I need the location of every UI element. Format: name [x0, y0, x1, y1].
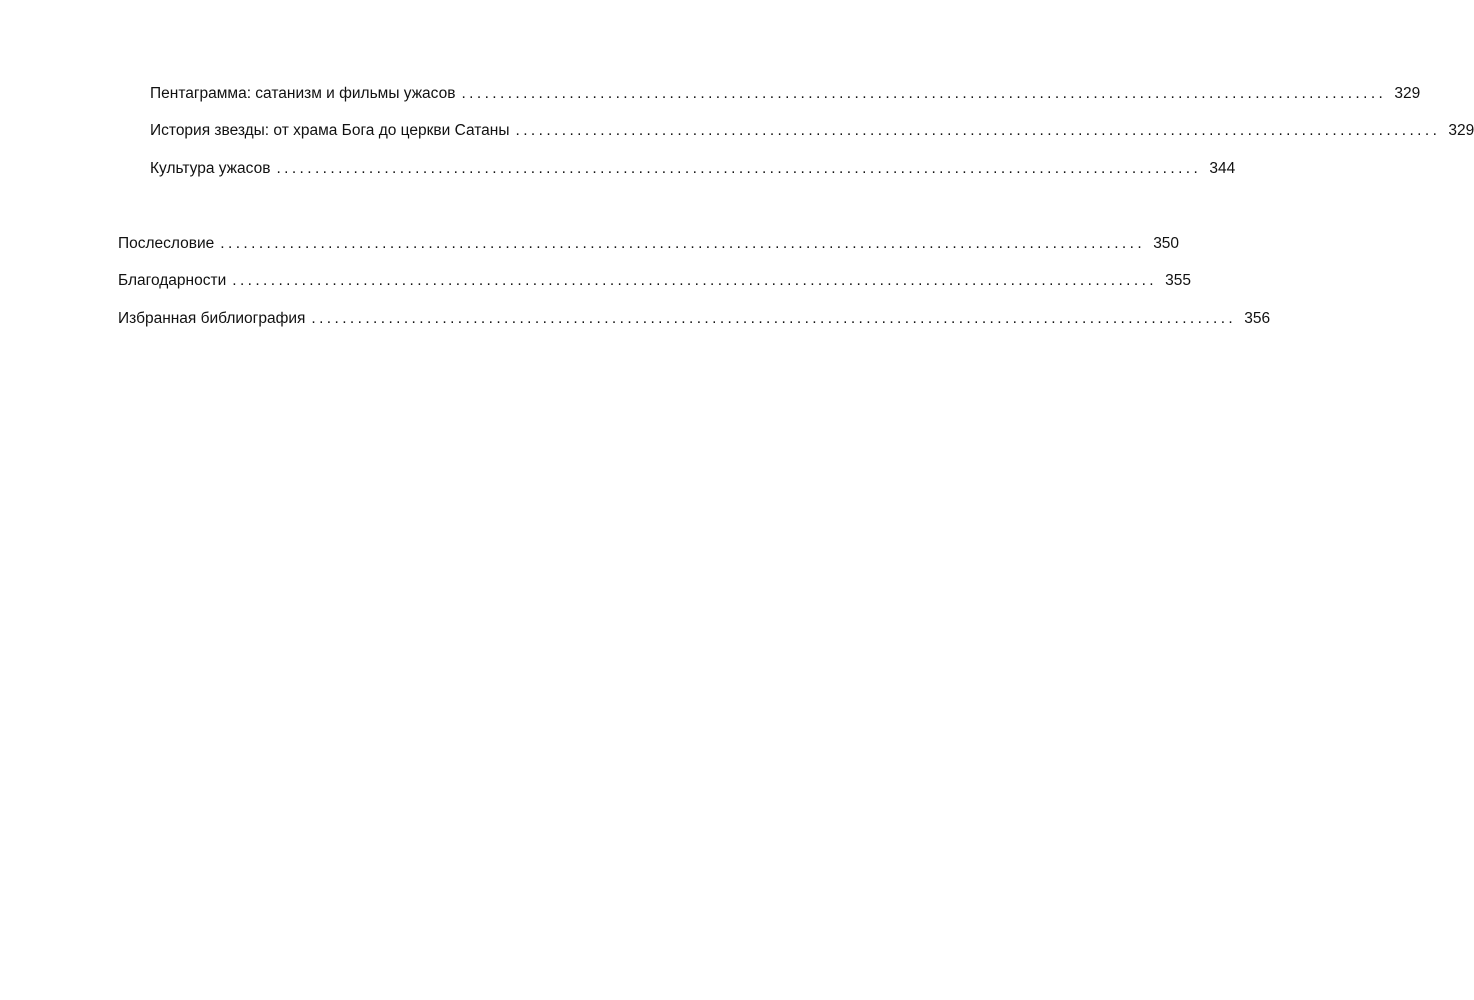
toc-dot-leader: ........................................................................................................................ [232, 272, 1158, 289]
toc-entry-title: Пентаграмма: сатанизм и фильмы ужасов [150, 85, 456, 102]
toc-entry-pentagram[interactable] [150, 84, 1421, 104]
toc-dot-leader: ........................................................................................................................ [461, 85, 1387, 102]
toc-entry-title: История звезды: от храма Бога до церкви Сатаны [150, 122, 510, 139]
toc-entry-title: Избранная библиография [118, 310, 306, 327]
toc-page-number: 355 [1165, 272, 1192, 289]
toc-entry-title: Послесловие [118, 235, 215, 252]
toc-dot-leader: ........................................................................................................................ [220, 235, 1146, 252]
toc-page-number: 350 [1153, 235, 1180, 252]
toc-dot-leader: ........................................................................................................................ [311, 310, 1237, 327]
toc-entry-afterword[interactable] [118, 234, 1180, 254]
toc-page-number: 356 [1244, 310, 1271, 327]
toc-entry-acknowledgements[interactable] [118, 271, 1192, 291]
toc-entry-title: Культура ужасов [150, 160, 271, 177]
toc-page-number: 329 [1448, 122, 1474, 139]
toc-page-number: 329 [1394, 85, 1421, 102]
toc-entry-title: Благодарности [118, 272, 227, 289]
toc-entry-star-history[interactable] [150, 121, 1474, 141]
toc-entry-horror-culture[interactable] [150, 159, 1236, 179]
toc-dot-leader: ........................................................................................................................ [515, 122, 1441, 139]
toc-dot-leader: ........................................................................................................................ [276, 160, 1202, 177]
toc-entry-bibliography[interactable] [118, 309, 1271, 329]
toc-page-number: 344 [1209, 160, 1236, 177]
